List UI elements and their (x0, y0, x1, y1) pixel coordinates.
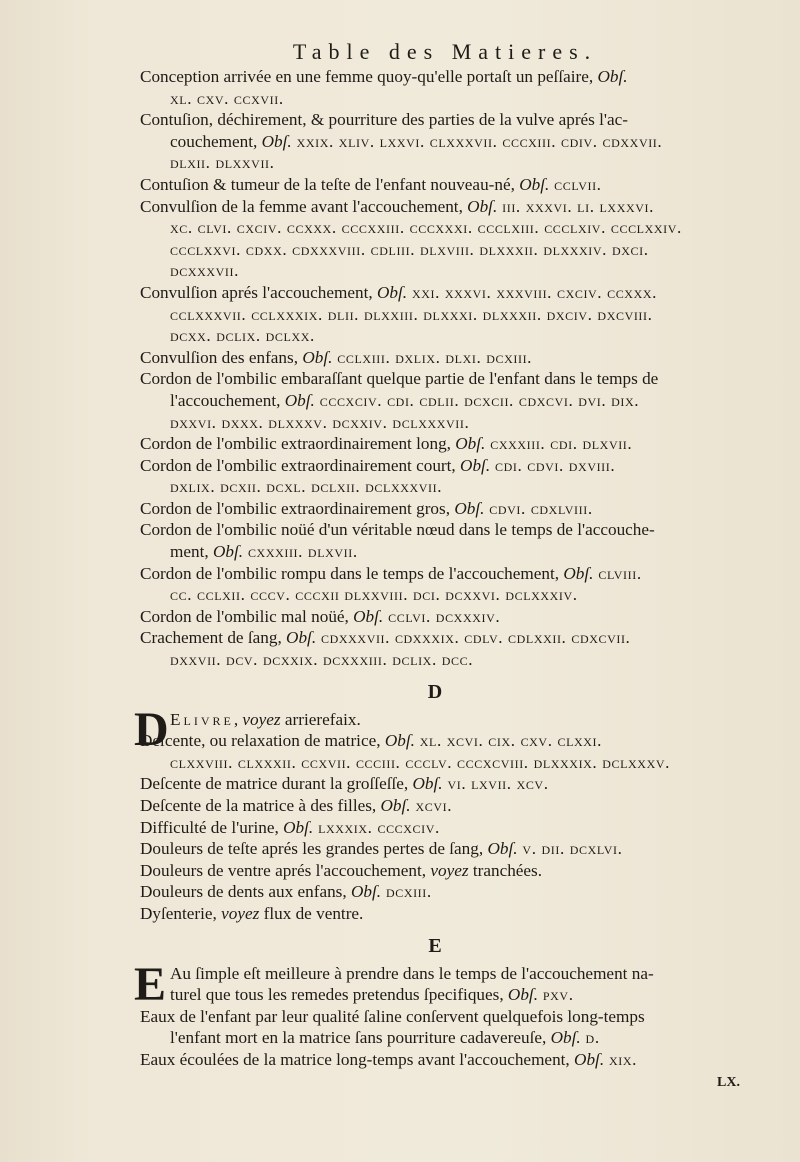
entry-headword: Contuſion, déchirement, & pourriture des parties de la vulve aprés l'ac- (140, 110, 629, 130)
observation-numbers: dxxvii. dcv. dcxxix. dcxxxiii. dclix. dcc. (170, 650, 474, 670)
entry-headword: l'accouchement, (170, 390, 285, 410)
observation-numbers: cclvii. (549, 174, 602, 194)
entry-headword: Convulſion aprés l'accouchement, (140, 282, 377, 302)
observation-numbers: cc. cclxii. cccv. cccxii dlxxviii. dci. dcxxvi. dclxxxiv. (170, 585, 578, 605)
obs-abbrev: Obſ. (384, 731, 415, 751)
observation-numbers: vi. lxvii. xcv. (442, 774, 549, 794)
index-entry-line (140, 455, 760, 477)
index-entry-line (140, 606, 760, 628)
entry-headword: Contuſion & tumeur de la teſte de l'enfant nouveau-né, (140, 174, 520, 194)
obs-abbrev: Obſ. (212, 542, 244, 562)
index-entry-line (140, 860, 760, 882)
observation-numbers: xl. cxv. ccxvii. (170, 88, 284, 108)
observation-numbers: xcvi. (410, 796, 453, 815)
index-entry-line (140, 131, 760, 153)
entry-headword: Eaux écoulées de la matrice long-temps avant l'accouchement, (140, 1049, 575, 1069)
see-reference: voyez (430, 860, 469, 880)
entry-headword: Crachement de ſang, (140, 628, 287, 648)
obs-abbrev: Obſ. (467, 196, 498, 216)
see-target: tranchées. (468, 860, 543, 880)
entry-headword: couchement, (170, 131, 262, 151)
entry-headword: Au ſimple eſt meilleure à prendre dans le temps de l'accouchement na- (170, 963, 654, 983)
observation-numbers: cclxiii. dxlix. dlxi. dcxiii. (332, 347, 533, 367)
index-entry-line (140, 903, 760, 925)
observation-numbers: dcxiii. (381, 882, 432, 902)
index-entry-line (140, 963, 760, 985)
obs-abbrev: Obſ. (460, 455, 491, 475)
observation-numbers: dlxii. dlxxvii. (170, 153, 275, 173)
section-e-entries (134, 957, 760, 1071)
entry-headword: Douleurs de teſte aprés les grandes pertes de ſang, (140, 839, 488, 859)
obs-abbrev: Obſ. (455, 434, 486, 454)
observation-numbers: clviii. (593, 563, 642, 583)
index-entry-line (140, 584, 760, 606)
entry-headword: Cordon de l'ombilic extraordinairement gros, (140, 498, 455, 518)
obs-abbrev: Obſ. (302, 347, 333, 367)
entry-headword: turel que tous les remedes pretendus ſpecifiques, (170, 985, 508, 1005)
observation-numbers: cccxciv. cdi. cdlii. dcxcii. cdxcvi. dvi. dix. (314, 390, 640, 410)
section-c-entries (140, 66, 760, 671)
observation-numbers: xxix. xliv. lxxvi. clxxxvii. cccxiii. cdiv. cdxxvii. (291, 131, 663, 151)
entry-headword: l'enfant mort en la matrice ſans pourriture cadavereuſe, (170, 1028, 551, 1048)
index-entry-line (140, 476, 760, 498)
entry-headword: Eaux de l'enfant par leur qualité ſaline conſervent quelquefois long-temps (140, 1006, 645, 1026)
index-entry-line (140, 541, 760, 563)
catchword: LX. (717, 1074, 740, 1090)
see-target: flux de ventre. (259, 903, 364, 923)
observation-numbers: dxlix. dcxii. dcxl. dclxii. dclxxxvii. (170, 477, 443, 497)
obs-abbrev: Obſ. (284, 390, 315, 410)
entry-headword: Cordon de l'ombilic noüé d'un véritable nœud dans le temps de l'accouche- (140, 520, 655, 540)
entry-headword: Convulſion de la femme avant l'accouchement, (140, 196, 468, 216)
observation-numbers: dxxvi. dxxx. dlxxxv. dcxxiv. dclxxxvii. (170, 412, 470, 432)
observation-numbers: cdi. cdvi. dxviii. (490, 455, 616, 475)
index-entry-line (140, 838, 760, 860)
observation-numbers: dcxxxvii. (170, 261, 240, 281)
entry-headword: Cordon de l'ombilic extraordinairement court, (140, 455, 461, 475)
observation-numbers: cdvi. cdxlviii. (484, 498, 593, 518)
obs-abbrev: Obſ. (550, 1028, 581, 1048)
index-entry-line (140, 239, 760, 261)
index-entry-line (140, 282, 760, 304)
index-entry-line (140, 563, 760, 585)
observation-numbers: xc. clvi. cxciv. ccxxx. cccxxiii. cccxxxi. ccclxiii. ccclxiv. ccclxxiv. (170, 218, 682, 238)
index-entry-delivre: D Elivre, voyez arrierefaix. (134, 702, 361, 756)
index-entry-line (140, 433, 760, 455)
obs-abbrev: Obſ. (574, 1049, 605, 1069)
entry-headword: Deſcente de la matrice à des filles, (140, 796, 381, 815)
observation-numbers: cxxxiii. cdi. dlxvii. (485, 434, 633, 454)
entry-headword: Elivre (170, 709, 234, 729)
obs-abbrev: Obſ. (507, 985, 538, 1005)
index-entry-line (140, 196, 760, 218)
obs-abbrev: Obſ. (454, 498, 485, 518)
obs-abbrev: Obſ. (350, 882, 382, 902)
index-entry-line (140, 368, 760, 390)
section-letter-d: D (427, 680, 443, 703)
index-entry-line (140, 881, 760, 903)
observation-numbers: cdxxxvii. cdxxxix. cdlv. cdlxxii. cdxcvii. (316, 628, 631, 648)
see-reference: voyez (242, 709, 281, 729)
entry-headword: Douleurs de ventre aprés l'accouchement, (140, 860, 431, 880)
index-entry-line (140, 730, 760, 752)
observation-numbers: d. (580, 1028, 600, 1048)
entry-headword: Dyſenterie, (140, 903, 222, 923)
obs-abbrev: Obſ. (261, 131, 292, 151)
entry-headword: Douleurs de dents aux enfans, (140, 882, 351, 902)
entry-headword: ment, (170, 542, 213, 562)
observation-numbers: xix. (604, 1049, 638, 1069)
see-target: arrierefaix. (280, 709, 361, 729)
obs-abbrev: Obſ. (597, 67, 628, 86)
index-entry-line (140, 795, 760, 817)
obs-abbrev: Obſ. (283, 817, 314, 837)
entry-headword: Cordon de l'ombilic embaraſſant quelque partie de l'enfant dans le temps de (140, 369, 659, 389)
obs-abbrev: Obſ. (353, 606, 384, 626)
index-entry-line (140, 260, 760, 282)
observation-numbers: lxxxix. cccxciv. (313, 817, 440, 837)
index-entry-line (140, 627, 760, 649)
obs-abbrev: Obſ. (487, 839, 518, 859)
obs-abbrev: Obſ. (286, 628, 317, 648)
entry-headword: Deſcente, ou relaxation de matrice, (140, 731, 385, 751)
index-entry-line (140, 649, 760, 671)
index-entry-line (140, 174, 760, 196)
observation-numbers: clxxviii. clxxxii. ccxvii. ccciii. ccclv. cccxcviii. dlxxxix. dclxxxv. (170, 752, 670, 772)
index-entry-line (140, 109, 760, 131)
entry-headword: Difficulté de l'urine, (140, 817, 284, 837)
drop-cap-e: E (134, 957, 167, 1011)
observation-numbers: cxxxiii. dlxvii. (243, 542, 358, 562)
entry-headword: Cordon de l'ombilic extraordinairement long, (140, 434, 456, 454)
index-entry-line (140, 390, 760, 412)
obs-abbrev: Obſ. (412, 774, 443, 794)
index-entry-line (140, 412, 760, 434)
index-entry-line (140, 519, 760, 541)
index-entry-line (140, 304, 760, 326)
observation-numbers: xl. xcvi. cix. cxv. clxxi. (414, 731, 603, 751)
obs-abbrev: Obſ. (519, 174, 550, 194)
observation-numbers: cclvi. dcxxxiv. (383, 606, 501, 626)
index-entry-line (140, 1006, 760, 1028)
section-letter-e: E (428, 934, 442, 957)
see-reference: voyez (221, 903, 260, 923)
obs-abbrev: Obſ. (380, 796, 411, 815)
entry-headword: Cordon de l'ombilic mal noüé, (140, 606, 354, 626)
entry-headword: Deſcente de matrice durant la groſſeſſe, (140, 774, 413, 794)
running-title: Table des Matieres. (292, 39, 598, 64)
observation-numbers: ccclxxvi. cdxx. cdxxxviii. cdliii. dlxviii. dlxxxii. dlxxxiv. dxci. (170, 239, 649, 259)
index-entry-line (140, 984, 760, 1006)
index-entry-line (140, 498, 760, 520)
index-entry-line (140, 88, 760, 110)
index-entry-line (140, 325, 760, 347)
index-entry-line (140, 752, 760, 774)
section-d-entries (140, 730, 760, 924)
drop-cap-d: D (134, 702, 169, 756)
index-entry-line (140, 773, 760, 795)
observation-numbers: dcxx. dclix. dclxx. (170, 326, 315, 346)
observation-numbers: v. dii. dcxlvi. (517, 839, 623, 859)
index-entry-line (140, 1027, 760, 1049)
observation-numbers: xxi. xxxvi. xxxviii. cxciv. ccxxx. (407, 282, 657, 302)
observation-numbers: pxv. (538, 985, 574, 1005)
index-entry-line (140, 1049, 760, 1071)
entry-headword: Cordon de l'ombilic rompu dans le temps de l'accouchement, (140, 563, 564, 583)
entry-headword: Convulſion des enfans, (140, 347, 303, 367)
obs-abbrev: Obſ. (376, 282, 408, 302)
index-entry-line (140, 817, 760, 839)
index-entry-line (140, 217, 760, 239)
obs-abbrev: Obſ. (563, 563, 594, 583)
index-entry-line (140, 347, 760, 369)
index-entry-line (140, 66, 760, 88)
entry-headword: Conception arrivée en une femme quoy-qu'elle portaſt un peſſaire, (140, 67, 598, 86)
observation-numbers: iii. xxxvi. li. lxxxvi. (497, 196, 654, 216)
observation-numbers: cclxxxvii. cclxxxix. dlii. dlxxiii. dlxxxi. dlxxxii. dxciv. dxcviii. (170, 304, 653, 324)
index-entry-line (140, 152, 760, 174)
